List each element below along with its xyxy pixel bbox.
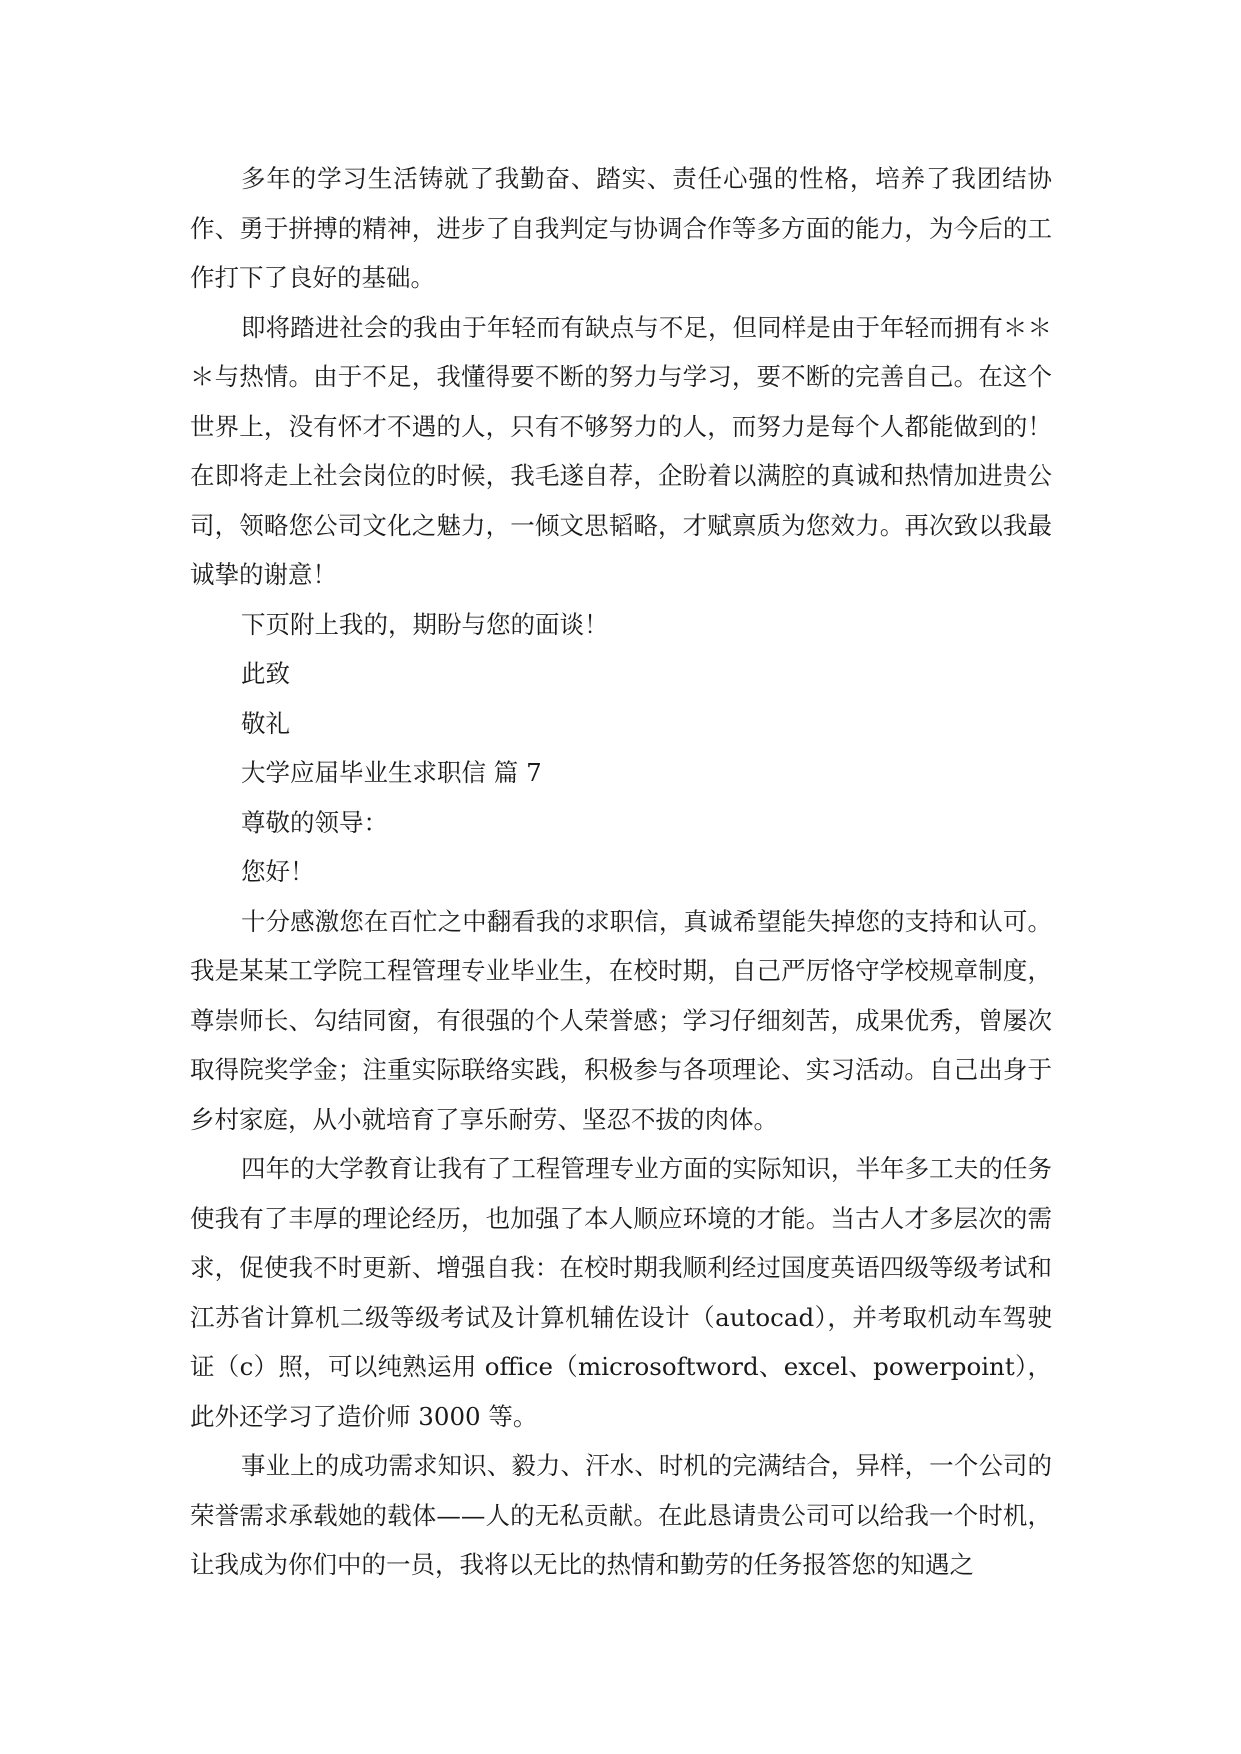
section-heading: 大学应届毕业生求职信 篇 7: [241, 758, 542, 787]
paragraph-career-request: 事业上的成功需求知识、毅力、汗水、时机的完满结合，异样，一个公司的荣誉需求承载她的载体——人的无私贡献。在此恳请贵公司可以给我一个时机，让我成为你们中的一员，我将以无比的热情和勤劳的任务报答您的知遇之: [190, 1451, 1052, 1579]
salutation-cizhi: 此致: [241, 659, 290, 688]
paragraph-introduction: 十分感激您在百忙之中翻看我的求职信，真诚希望能失掉您的支持和认可。我是某某工学院工程管理专业毕业生，在校时期，自己严厉恪守学校规章制度，尊崇师长、勾结同窗，有很强的个人荣誉感；学习仔细刻苦，成果优秀，曾屡次取得院奖学金；注重实际联络实践，积极参与各项理论、实习活动。自己出身于乡村家庭，从小就培育了享乐耐劳、坚忍不拔的肉体。: [190, 906, 1052, 1134]
closing-interview-line: 下页附上我的，期盼与您的面谈！: [241, 609, 609, 639]
paragraph-character-summary: 多年的学习生活铸就了我勤奋、踏实、责任心强的性格，培养了我团结协作、勇于拼搏的精神，进步了自我判定与协调合作等多方面的能力，为今后的工作打下了良好的基础。: [190, 164, 1052, 292]
document-body: [190, 154, 1052, 1590]
greeting-recipient: 尊敬的领导：: [241, 807, 388, 837]
salutation-jingli: 敬礼: [241, 708, 290, 738]
paragraph-self-recommendation: 即将踏进社会的我由于年轻而有缺点与不足，但同样是由于年轻而拥有＊＊＊与热情。由于不足，我懂得要不断的努力与学习，要不断的完善自己。在这个世界上，没有怀才不遇的人，只有不够努力的人，而努力是每个人都能做到的！在即将走上社会岗位的时候，我毛遂自荐，企盼着以满腔的真诚和热情加进贵公司，领略您公司文化之魅力，一倾文思韬略，才赋禀质为您效力。再次致以我最诚挚的谢意！: [190, 312, 1052, 589]
paragraph-education-skills: 四年的大学教育让我有了工程管理专业方面的实际知识，半年多工夫的任务使我有了丰厚的理论经历，也加强了本人顺应环境的才能。当古人才多层次的需求，促使我不时更新、增强自我：在校时期我顺利经过国度英语四级等级考试和江苏省计算机二级等级考试及计算机辅佐设计（autocad），并考取机动车驾驶证（c）照，可以纯熟运用 office（microsoftword、excel、powerpoint），此外还学习了造价师 3000 等。: [190, 1154, 1052, 1431]
greeting-hello: 您好！: [241, 857, 315, 886]
